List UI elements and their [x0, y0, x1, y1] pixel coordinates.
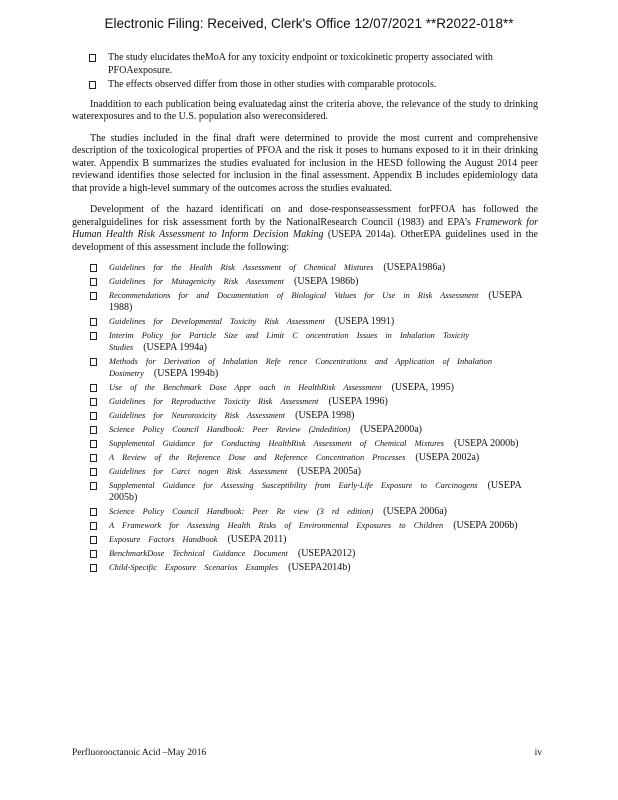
guideline-citation: (USEPA 1998): [295, 410, 355, 421]
page-body: [72, 52, 538, 576]
guideline-item: [72, 562, 538, 574]
bullet-box-icon: [90, 426, 97, 434]
bullet-box-icon: [90, 454, 97, 462]
bullet-box-icon: [90, 508, 97, 516]
guideline-citation: (USEPA 2002a): [415, 452, 480, 463]
bullet-box-icon: [90, 536, 97, 544]
guideline-citation: (USEPA 1991): [334, 316, 395, 327]
footer-document-title: Perfluorooctanoic Acid –May 2016: [72, 748, 207, 758]
framework-title: Framework for Human Health Risk Assessment to Inform Decision Making: [72, 216, 538, 240]
bullet-box-icon: [90, 278, 97, 286]
guidelines-list: [72, 262, 538, 574]
guideline-item: [72, 534, 538, 546]
guideline-citation: (USEPA 1994a): [143, 342, 208, 353]
guideline-citation: (USEPA2014b): [288, 562, 351, 573]
guideline-citation: (USEPA 2011): [227, 534, 287, 545]
bullet-box-icon: [90, 482, 97, 490]
guideline-title: Supplemental Guidance for Assessing Susceptibility from Early-Life Exposure to Carcinogens: [109, 481, 478, 490]
bullet-box-icon: [90, 264, 97, 272]
guideline-title: Methods for Derivation of Inhalation Refe rence Concentrations and Application of Inhalation Dosimetry: [109, 357, 493, 378]
bullet-box-icon: [90, 318, 97, 326]
paragraph-development-text-1: Development of the hazard identificati on and dose-responseassessment forPFOA has followed the generalguidelines for risk assessment forth by the NationalResearch Council (1983) and EPA’s: [72, 204, 538, 228]
guideline-item: [72, 276, 538, 288]
guideline-title: Science Policy Council Handbook: Peer Re view (3 rd edition): [109, 507, 374, 516]
guideline-title: Child-Specific Exposure Scenarios Examples: [109, 563, 279, 572]
criteria-bullet-item: [72, 79, 538, 92]
bullet-box-icon: [90, 468, 97, 476]
criteria-bullet-item: [72, 52, 538, 77]
filing-header: Electronic Filing: Received, Clerk's Office 12/07/2021 **R2022-018**: [104, 16, 514, 31]
guideline-title: Science Policy Council Handbook: Peer Review (2ndedition): [109, 425, 351, 434]
guideline-title: Use of the Benchmark Dose Appr oach in HealthRisk Assessment: [109, 383, 382, 392]
guideline-title: Guidelines for Carci nogen Risk Assessment: [109, 467, 288, 476]
bullet-box-icon: [90, 564, 97, 572]
guideline-item: [72, 452, 538, 464]
bullet-box-icon: [90, 440, 97, 448]
guideline-item: [72, 290, 538, 314]
guideline-citation: (USEPA 1988): [109, 290, 522, 313]
guideline-citation: (USEPA1986a): [383, 262, 446, 273]
guideline-item: [72, 548, 538, 560]
footer-page-number: iv: [534, 748, 542, 758]
bullet-box-icon: [90, 384, 97, 392]
guideline-item: [72, 330, 538, 354]
guideline-citation: (USEPA2012): [297, 548, 356, 559]
bullet-box-icon: [90, 398, 97, 406]
guideline-item: [72, 316, 538, 328]
guideline-title: Recommendations for and Documentation of Biological Values for Use in Risk Assessment: [109, 291, 479, 300]
guideline-title: Guidelines for the Health Risk Assessment of Chemical Mixtures: [109, 263, 374, 272]
guideline-item: [72, 480, 538, 504]
bullet-box-icon: [89, 54, 96, 62]
guideline-item: [72, 356, 538, 380]
guideline-item: [72, 466, 538, 478]
guideline-title: Guidelines for Reproductive Toxicity Risk Assessment: [109, 397, 319, 406]
bullet-box-icon: [90, 412, 97, 420]
guideline-citation: (USEPA, 1995): [391, 382, 454, 393]
guideline-item: [72, 438, 538, 450]
guideline-citation: (USEPA 2005a): [297, 466, 361, 477]
bullet-box-icon: [90, 522, 97, 530]
guideline-item: [72, 382, 538, 394]
guideline-item: [72, 262, 538, 274]
guideline-title: Guidelines for Developmental Toxicity Risk Assessment: [109, 317, 325, 326]
guideline-item: [72, 396, 538, 408]
guideline-title: Supplemental Guidance for Conducting HealthRisk Assessment of Chemical Mixtures: [109, 439, 445, 448]
guideline-item: [72, 506, 538, 518]
guideline-title: Guidelines for Neurotoxicity Risk Assessment: [109, 411, 286, 420]
bullet-box-icon: [90, 292, 97, 300]
paragraph-development: [72, 204, 538, 254]
paragraph-relevance: Inaddition to each publication being evaluatedag ainst the criteria above, the relevance of the study to drinking waterexposures and to the U.S. population also wereconsidered.: [72, 98, 538, 122]
guideline-item: [72, 410, 538, 422]
guideline-item: [72, 520, 538, 532]
criteria-bullet-text: The study elucidates theMoA for any toxicity endpoint or toxicokinetic property associated with PFOAexposure.: [108, 52, 493, 76]
guideline-title: BenchmarkDose Technical Guidance Document: [109, 549, 288, 558]
guideline-citation: (USEPA 2005b): [109, 480, 522, 503]
criteria-bullet-text: The effects observed differ from those in other studies with comparable protocols.: [108, 79, 437, 90]
guideline-title: A Framework for Assessing Health Risks of Environmental Exposures to Children: [109, 521, 444, 530]
bullet-box-icon: [90, 332, 97, 340]
bullet-box-icon: [90, 358, 97, 366]
paragraph-development-text-2: (USEPA 2014a). OtherEPA guidelines used in the development of this assessment include the following:: [72, 229, 538, 253]
guideline-title: Interim Policy for Particle Size and Limit C oncentration Issues in Inhalation Toxicity Studies: [109, 331, 470, 352]
guideline-citation: (USEPA 1994b): [153, 368, 219, 379]
guideline-item: [72, 424, 538, 436]
bullet-box-icon: [90, 550, 97, 558]
guideline-title: Exposure Factors Handbook: [109, 535, 218, 544]
page-footer: [72, 748, 542, 758]
guideline-citation: (USEPA 1996): [328, 396, 388, 407]
guideline-citation: (USEPA 1986b): [294, 276, 359, 287]
guideline-citation: (USEPA2000a): [360, 424, 422, 435]
criteria-bullet-list: [72, 52, 538, 92]
guideline-citation: (USEPA 2006a): [383, 506, 447, 517]
bullet-box-icon: [89, 81, 96, 89]
guideline-citation: (USEPA 2006b): [453, 520, 518, 531]
guideline-title: A Review of the Reference Dose and Reference Concentration Processes: [109, 453, 406, 462]
guideline-citation: (USEPA 2000b): [454, 438, 519, 449]
paragraph-studies-included: The studies included in the final draft were determined to provide the most current and comprehensive description of the toxicological properties of PFOA and the risk it poses to humans exposed to it in their drinking water. Appendix B summarizes the studies evaluated for inclusion in the HESD following the August 2014 peer reviewand identifies those selected for inclusion in the final assessment. Appendix B includes epidemiology data that provide a high-level summary of the outcomes across the studies evaluated.: [72, 132, 538, 194]
guideline-title: Guidelines for Mutagenicity Risk Assessment: [109, 277, 285, 286]
